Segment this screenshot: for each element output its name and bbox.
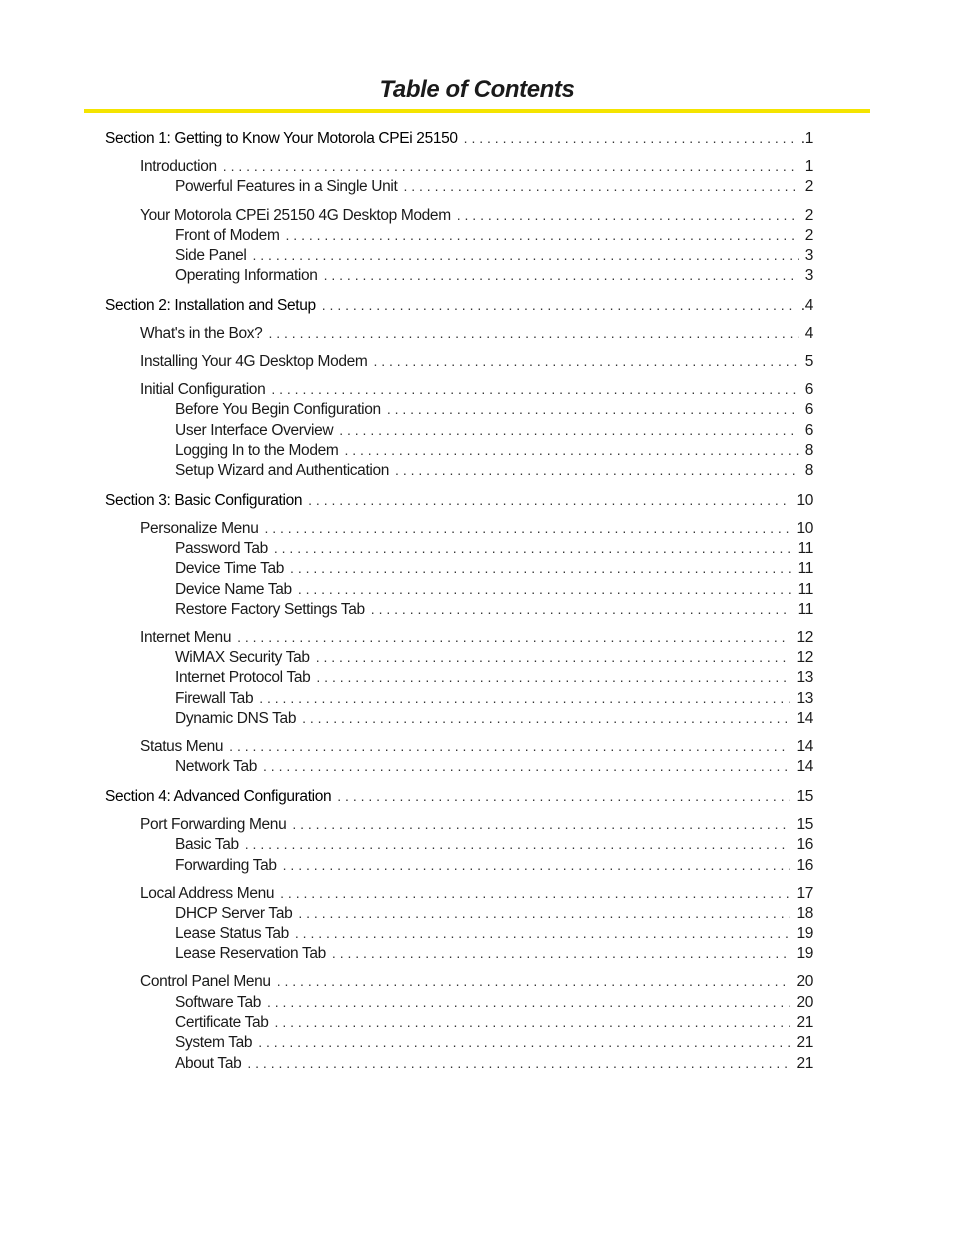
toc-subentry[interactable] bbox=[175, 245, 813, 265]
toc-entry-label: Local Address Menu bbox=[140, 884, 280, 904]
dot-leader bbox=[316, 667, 790, 687]
toc-subentry[interactable] bbox=[175, 399, 813, 419]
toc-entry-label: What's in the Box? bbox=[140, 324, 268, 344]
dot-leader bbox=[237, 627, 790, 647]
toc-page-number: 3 bbox=[799, 246, 813, 266]
dot-leader bbox=[247, 1053, 790, 1073]
dot-leader bbox=[245, 834, 791, 854]
toc-entry-label: WiMAX Security Tab bbox=[175, 648, 316, 668]
toc-subentry[interactable] bbox=[175, 538, 813, 558]
dot-leader bbox=[223, 156, 799, 176]
dot-leader bbox=[344, 440, 798, 460]
toc-subentry[interactable] bbox=[175, 225, 813, 245]
toc-subentry[interactable] bbox=[175, 1032, 813, 1052]
dot-leader bbox=[332, 943, 791, 963]
toc-page-number: 6 bbox=[799, 380, 813, 400]
dot-leader bbox=[252, 245, 798, 265]
dot-leader bbox=[286, 225, 799, 245]
toc-section-entry[interactable] bbox=[105, 786, 813, 806]
toc-entry-label: DHCP Server Tab bbox=[175, 904, 298, 924]
toc-page-number: 11 bbox=[792, 539, 813, 559]
toc-entry-label: Internet Menu bbox=[140, 628, 237, 648]
toc-entry[interactable] bbox=[140, 323, 813, 343]
dot-leader bbox=[258, 1032, 790, 1052]
dot-leader bbox=[403, 176, 798, 196]
toc-page-number: 14 bbox=[790, 757, 813, 777]
dot-leader bbox=[337, 786, 790, 806]
toc-subentry[interactable] bbox=[175, 992, 813, 1012]
toc-subentry[interactable] bbox=[175, 1053, 813, 1073]
dot-leader bbox=[308, 490, 790, 510]
toc-entry[interactable] bbox=[140, 627, 813, 647]
toc-entry[interactable] bbox=[140, 379, 813, 399]
dot-leader bbox=[302, 708, 790, 728]
toc-entry-label: Powerful Features in a Single Unit bbox=[175, 177, 403, 197]
toc-page-number: 6 bbox=[799, 421, 813, 441]
toc-page-number: 15 bbox=[790, 815, 813, 835]
toc-page-number: 11 bbox=[792, 559, 813, 579]
toc-page-number: 8 bbox=[799, 441, 813, 461]
dot-leader bbox=[387, 399, 799, 419]
toc-page-number: 21 bbox=[790, 1013, 813, 1033]
dot-leader bbox=[268, 323, 798, 343]
toc-entry-label: Section 4: Advanced Configuration bbox=[105, 787, 337, 807]
toc-subentry[interactable] bbox=[175, 943, 813, 963]
toc-page-number: 11 bbox=[792, 600, 813, 620]
dot-leader bbox=[322, 295, 795, 315]
dot-leader bbox=[275, 1012, 791, 1032]
toc-entry-label: Before You Begin Configuration bbox=[175, 400, 387, 420]
toc-entry-label: Front of Modem bbox=[175, 226, 286, 246]
toc-entry-label: Device Name Tab bbox=[175, 580, 298, 600]
toc-page-number: 18 bbox=[790, 904, 813, 924]
toc-entry[interactable] bbox=[140, 351, 813, 371]
dot-leader bbox=[373, 351, 798, 371]
toc-subentry[interactable] bbox=[175, 579, 813, 599]
toc-page-number: .4 bbox=[795, 296, 813, 316]
toc-entry-label: Dynamic DNS Tab bbox=[175, 709, 302, 729]
toc-entry-label: Internet Protocol Tab bbox=[175, 668, 316, 688]
toc-subentry[interactable] bbox=[175, 667, 813, 687]
dot-leader bbox=[290, 558, 792, 578]
toc-subentry[interactable] bbox=[175, 440, 813, 460]
toc-entry-label: User Interface Overview bbox=[175, 421, 339, 441]
dot-leader bbox=[316, 647, 791, 667]
dot-leader bbox=[292, 814, 790, 834]
toc-page-number: 5 bbox=[799, 352, 813, 372]
toc-entry[interactable] bbox=[140, 971, 813, 991]
toc-page-number: 2 bbox=[799, 177, 813, 197]
toc-entry-label: Personalize Menu bbox=[140, 519, 264, 539]
toc-page-number: 2 bbox=[799, 206, 813, 226]
dot-leader bbox=[324, 265, 799, 285]
toc-subentry[interactable] bbox=[175, 265, 813, 285]
toc-entry[interactable] bbox=[140, 518, 813, 538]
toc-entry-label: Introduction bbox=[140, 157, 223, 177]
dot-leader bbox=[371, 599, 792, 619]
toc-subentry[interactable] bbox=[175, 923, 813, 943]
toc-entry[interactable] bbox=[140, 814, 813, 834]
toc-page-number: 14 bbox=[790, 709, 813, 729]
toc-entry-label: Installing Your 4G Desktop Modem bbox=[140, 352, 373, 372]
toc-section-entry[interactable] bbox=[105, 490, 813, 510]
dot-leader bbox=[274, 538, 792, 558]
toc-entry-label: Device Time Tab bbox=[175, 559, 290, 579]
toc-section-entry[interactable] bbox=[105, 295, 813, 315]
dot-leader bbox=[457, 205, 799, 225]
toc-entry-label: Password Tab bbox=[175, 539, 274, 559]
toc-page-number: 12 bbox=[790, 648, 813, 668]
toc-subentry[interactable] bbox=[175, 688, 813, 708]
toc-entry-label: Control Panel Menu bbox=[140, 972, 277, 992]
toc-subentry[interactable] bbox=[175, 460, 813, 480]
toc-page-number: 16 bbox=[790, 856, 813, 876]
toc-entry-label: Network Tab bbox=[175, 757, 263, 777]
toc-page-number: 21 bbox=[790, 1054, 813, 1074]
toc-subentry[interactable] bbox=[175, 834, 813, 854]
toc-entry-label: Initial Configuration bbox=[140, 380, 271, 400]
toc-entry-label: Logging In to the Modem bbox=[175, 441, 344, 461]
dot-leader bbox=[295, 923, 791, 943]
toc-page-number: .1 bbox=[795, 129, 813, 149]
toc-page-number: 3 bbox=[799, 266, 813, 286]
dot-leader bbox=[229, 736, 790, 756]
toc-page-number: 14 bbox=[790, 737, 813, 757]
toc-page-number: 17 bbox=[790, 884, 813, 904]
toc-page-number: 2 bbox=[799, 226, 813, 246]
dot-leader bbox=[464, 128, 795, 148]
toc-page-number: 19 bbox=[790, 944, 813, 964]
dot-leader bbox=[264, 518, 790, 538]
dot-leader bbox=[271, 379, 798, 399]
dot-leader bbox=[280, 883, 790, 903]
toc-page-number: 1 bbox=[799, 157, 813, 177]
toc-entry-label: About Tab bbox=[175, 1054, 247, 1074]
toc-page-number: 8 bbox=[799, 461, 813, 481]
toc-entry-label: Your Motorola CPEi 25150 4G Desktop Modem bbox=[140, 206, 457, 226]
toc-entry[interactable] bbox=[140, 205, 813, 225]
toc-entry-label: Setup Wizard and Authentication bbox=[175, 461, 395, 481]
toc-subentry[interactable] bbox=[175, 647, 813, 667]
toc-section-entry[interactable] bbox=[105, 128, 813, 148]
toc-entry-label: Port Forwarding Menu bbox=[140, 815, 292, 835]
toc-page-number: 15 bbox=[790, 787, 813, 807]
toc-entry-label: Forwarding Tab bbox=[175, 856, 283, 876]
page-title: Table of Contents bbox=[379, 76, 575, 103]
toc-entry-label: Section 3: Basic Configuration bbox=[105, 491, 308, 511]
toc-entry-label: Status Menu bbox=[140, 737, 229, 757]
toc-subentry[interactable] bbox=[175, 176, 813, 196]
toc-entry-label: Restore Factory Settings Tab bbox=[175, 600, 371, 620]
toc-page-number: 4 bbox=[799, 324, 813, 344]
dot-leader bbox=[267, 992, 790, 1012]
toc-page-number: 13 bbox=[790, 689, 813, 709]
dot-leader bbox=[263, 756, 790, 776]
dot-leader bbox=[298, 903, 790, 923]
toc-page-number: 10 bbox=[790, 491, 813, 511]
toc-entry-label: Side Panel bbox=[175, 246, 252, 266]
dot-leader bbox=[395, 460, 799, 480]
toc-subentry[interactable] bbox=[175, 558, 813, 578]
toc-subentry[interactable] bbox=[175, 599, 813, 619]
dot-leader bbox=[298, 579, 792, 599]
toc-entry-label: Lease Status Tab bbox=[175, 924, 295, 944]
toc-entry-label: Section 1: Getting to Know Your Motorola CPEi 25150 bbox=[105, 129, 464, 149]
toc-page-number: 19 bbox=[790, 924, 813, 944]
toc-entry-label: Basic Tab bbox=[175, 835, 245, 855]
toc-entry[interactable] bbox=[140, 883, 813, 903]
toc-subentry[interactable] bbox=[175, 1012, 813, 1032]
toc-page-number: 6 bbox=[799, 400, 813, 420]
toc-page-number: 13 bbox=[790, 668, 813, 688]
toc-subentry[interactable] bbox=[175, 420, 813, 440]
toc-page-number: 11 bbox=[792, 580, 813, 600]
toc-entry-label: Section 2: Installation and Setup bbox=[105, 296, 322, 316]
toc-page-number: 20 bbox=[790, 993, 813, 1013]
toc-page-number: 20 bbox=[790, 972, 813, 992]
toc-subentry[interactable] bbox=[175, 903, 813, 923]
dot-leader bbox=[259, 688, 790, 708]
toc-page-number: 21 bbox=[790, 1033, 813, 1053]
toc-entry-label: Operating Information bbox=[175, 266, 324, 286]
dot-leader bbox=[339, 420, 799, 440]
dot-leader bbox=[277, 971, 791, 991]
dot-leader bbox=[283, 855, 791, 875]
toc-page-number: 16 bbox=[790, 835, 813, 855]
toc-entry-label: System Tab bbox=[175, 1033, 258, 1053]
toc-page-number: 12 bbox=[790, 628, 813, 648]
toc-entry[interactable] bbox=[140, 736, 813, 756]
toc-subentry[interactable] bbox=[175, 756, 813, 776]
toc-subentry[interactable] bbox=[175, 855, 813, 875]
toc-subentry[interactable] bbox=[175, 708, 813, 728]
toc-entry-label: Certificate Tab bbox=[175, 1013, 275, 1033]
toc-entry-label: Software Tab bbox=[175, 993, 267, 1013]
toc-entry-label: Firewall Tab bbox=[175, 689, 259, 709]
toc-entry-label: Lease Reservation Tab bbox=[175, 944, 332, 964]
toc-entry[interactable] bbox=[140, 156, 813, 176]
toc-page-number: 10 bbox=[790, 519, 813, 539]
